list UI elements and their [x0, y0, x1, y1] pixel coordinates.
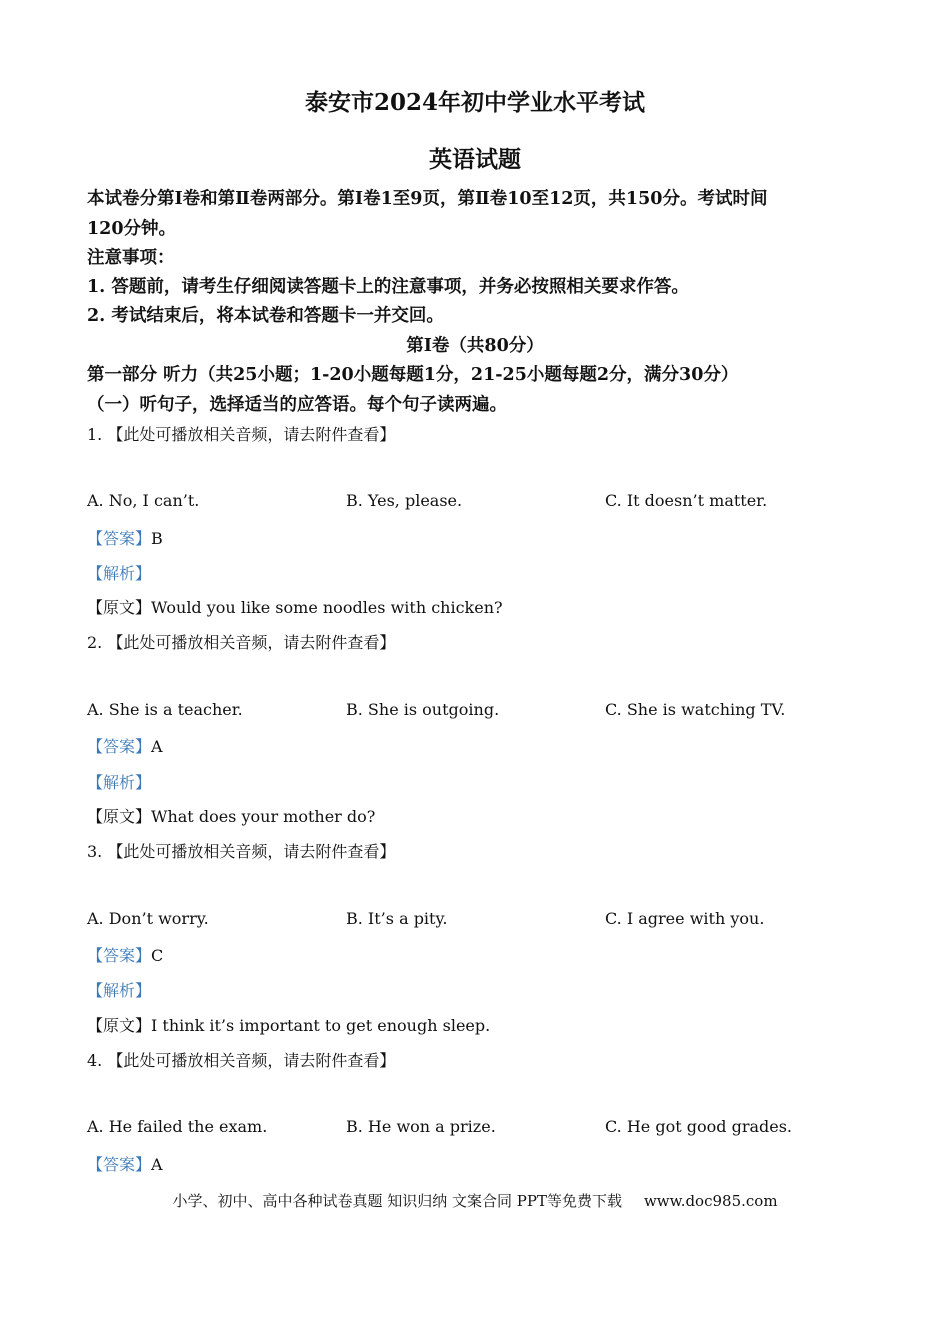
- original-text: I think it’s important to get enough sleep.: [151, 1016, 491, 1035]
- option-a: A. Don’t worry.: [87, 909, 209, 928]
- exam-subtitle: 英语试题: [429, 146, 521, 173]
- original-label: 【原文】: [87, 598, 152, 617]
- intro-line-1: 本试卷分第Ⅰ卷和第Ⅱ卷两部分。第Ⅰ卷1至9页，第Ⅱ卷10至12页，共150分。考试时间: [87, 189, 768, 209]
- answer-row: [87, 943, 163, 966]
- original-label: 【原文】: [87, 1016, 152, 1035]
- answer-value: A: [151, 1155, 163, 1174]
- option-c: C. He got good grades.: [605, 1117, 793, 1136]
- question-stem: 2. 【此处可播放相关音频，请去附件查看】: [87, 633, 396, 652]
- notice-item-2: 2. 考试结束后，将本试卷和答题卡一并交回。: [87, 306, 444, 326]
- answer-value: A: [151, 737, 163, 756]
- option-a: A. He failed the exam.: [87, 1117, 268, 1136]
- notice-item-1: 1. 答题前，请考生仔细阅读答题卡上的注意事项，并务必按照相关要求作答。: [87, 277, 689, 297]
- original-text: Would you like some noodles with chicken?: [151, 598, 503, 617]
- answer-label: 【答案】: [87, 737, 152, 756]
- option-a: A. She is a teacher.: [87, 700, 243, 719]
- option-c: C. She is watching TV.: [605, 700, 786, 719]
- original-row: [87, 595, 503, 618]
- option-a: A. No, I can’t.: [87, 491, 200, 510]
- footer-text: 小学、初中、高中各种试卷真题 知识归纳 文案合同 PPT等免费下载: [172, 1192, 622, 1210]
- option-b: B. He won a prize.: [346, 1117, 496, 1136]
- footer-url-link[interactable]: www.doc985.com: [643, 1192, 778, 1210]
- answer-label: 【答案】: [87, 529, 152, 548]
- option-b: B. She is outgoing.: [346, 700, 500, 719]
- volume-heading: 第Ⅰ卷（共80分）: [406, 336, 544, 356]
- original-row: [87, 804, 375, 827]
- option-c: C. I agree with you.: [605, 909, 765, 928]
- analysis-label: 【解析】: [87, 981, 152, 1000]
- question-stem: 1. 【此处可播放相关音频，请去附件查看】: [87, 425, 396, 444]
- analysis-label: 【解析】: [87, 773, 152, 792]
- answer-row: [87, 1152, 163, 1175]
- notice-heading: 注意事项：: [87, 248, 175, 268]
- answer-value: B: [151, 529, 163, 548]
- intro-line-2: 120分钟。: [87, 219, 177, 239]
- answer-row: [87, 734, 163, 757]
- option-b: B. It’s a pity.: [346, 909, 448, 928]
- answer-row: [87, 526, 163, 549]
- answer-label: 【答案】: [87, 946, 152, 965]
- original-row: [87, 1013, 490, 1036]
- analysis-label: 【解析】: [87, 564, 152, 583]
- answer-label: 【答案】: [87, 1155, 152, 1174]
- original-label: 【原文】: [87, 807, 152, 826]
- question-stem: 4. 【此处可播放相关音频，请去附件查看】: [87, 1051, 396, 1070]
- option-b: B. Yes, please.: [346, 491, 463, 510]
- exam-title: 泰安市2024年初中学业水平考试: [304, 89, 645, 116]
- sub-section-heading: （一）听句子，选择适当的应答语。每个句子读两遍。: [87, 395, 507, 415]
- page-footer: [0, 1190, 950, 1211]
- original-text: What does your mother do?: [151, 807, 376, 826]
- answer-value: C: [151, 946, 164, 965]
- option-c: C. It doesn’t matter.: [605, 491, 768, 510]
- question-stem: 3. 【此处可播放相关音频，请去附件查看】: [87, 842, 396, 861]
- part1-heading: 第一部分 听力（共25小题；1-20小题每题1分，21-25小题每题2分，满分30分）: [87, 365, 739, 385]
